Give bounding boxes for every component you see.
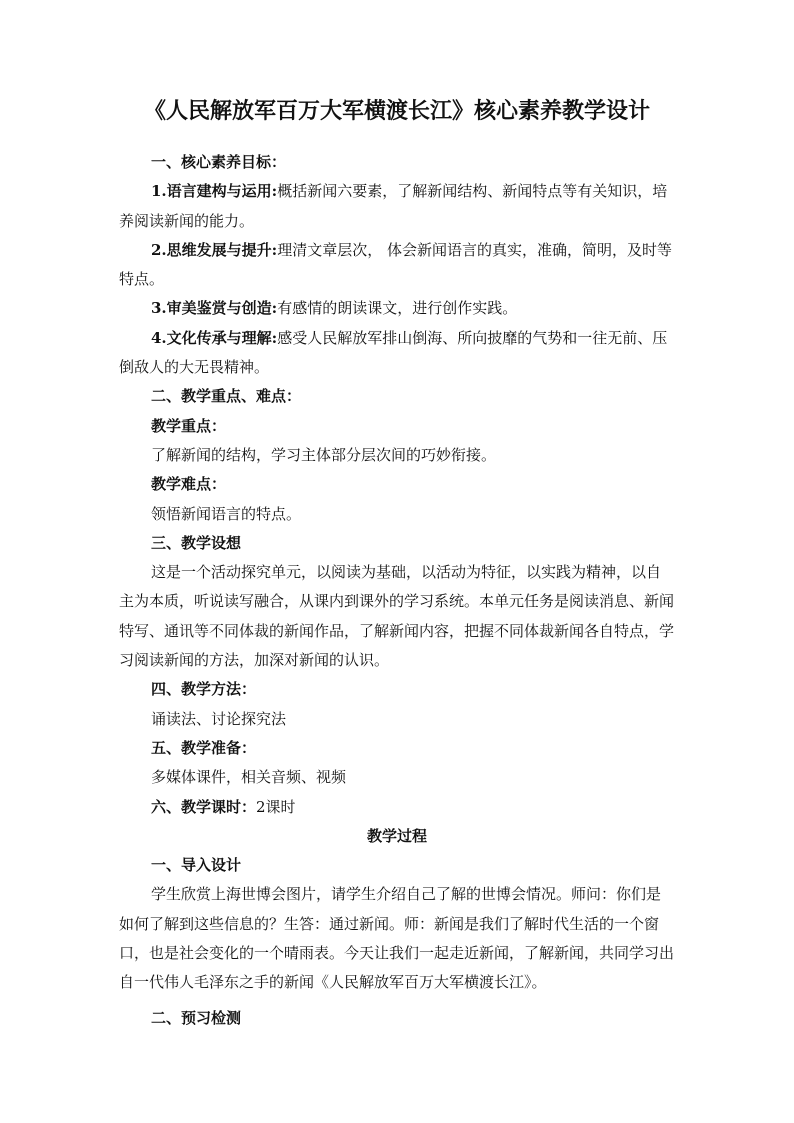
section-heading-intro: 一、导入设计 [151,856,242,875]
key-point-label: 教学重点： [151,416,227,435]
section-heading-key-points: 二、教学重点、难点： [151,387,302,406]
section-heading-preparation: 五、教学准备： [151,738,257,757]
goal-language-label: 1.语言建构与运用: [151,182,278,201]
document-title: 《人民解放军百万大军横渡长江》核心素养教学设计 [143,98,650,124]
section-heading-goals: 一、核心素养目标： [151,153,287,171]
section-heading-concept: 三、教学设想 [151,533,242,552]
intro-paragraph: 学生欣赏上海世博会图片，请学生介绍自己了解的世博会情况。师问：你们是如何了解到这些信息的？生答：通过新闻。师：新闻是我们了解时代生活的一个窗口，也是社会变化的一个晴雨表。今天让我们一起走近新闻，了解新闻，共同学习出自一代伟人毛泽东之手的新闻《人民解放军百万大军横渡长江》。 [119,885,675,992]
goal-thinking-text: 理清文章层次， 体会新闻语言的真实，准确，简明，及时等特点。 [119,240,672,289]
difficulty-label: 教学难点： [151,475,227,494]
class-hours [119,793,675,822]
goal-aesthetic-text: 有感情的朗读课文，进行创作实践。 [277,299,518,318]
goal-culture-label: 4.文化传承与理解: [151,328,278,347]
document-body [119,148,675,1033]
class-hours-text: 2课时 [256,797,296,816]
class-hours-label: 六、教学课时： [151,797,257,816]
section-heading-methods: 四、教学方法： [151,680,257,699]
key-point-text: 了解新闻的结构，学习主体部分层次间的巧妙衔接。 [151,445,497,464]
concept-paragraph: 这是一个活动探究单元，以阅读为基础，以活动为特征，以实践为精神，以自主为本质，听说读写融合，从课内到课外的学习系统。本单元任务是阅读消息、新闻特写、通讯等不同体裁的新闻作品，了解新闻内容，把握不同体裁新闻各自特点，学习阅读新闻的方法，加深对新闻的认识。 [119,563,675,670]
methods-text: 诵读法、讨论探究法 [151,709,287,728]
goal-aesthetic-label: 3.审美鉴赏与创造: [151,299,278,318]
goal-thinking-label: 2.思维发展与提升: [151,240,278,259]
preparation-text: 多媒体课件，相关音频、视频 [151,768,347,787]
goal-aesthetic [119,294,675,323]
process-heading: 教学过程 [366,826,427,845]
goal-thinking [119,236,675,295]
goal-culture [119,324,675,383]
difficulty-text: 领悟新闻语言的特点。 [151,504,302,523]
section-heading-preview: 二、预习检测 [151,1008,242,1027]
goal-language [119,177,675,236]
goal-culture-text: 感受人民解放军排山倒海、所向披靡的气势和一往无前、压倒敌人的大无畏精神。 [119,328,668,377]
goal-language-text: 概括新闻六要素，了解新闻结构、新闻特点等有关知识，培养阅读新闻的能力。 [119,182,668,230]
